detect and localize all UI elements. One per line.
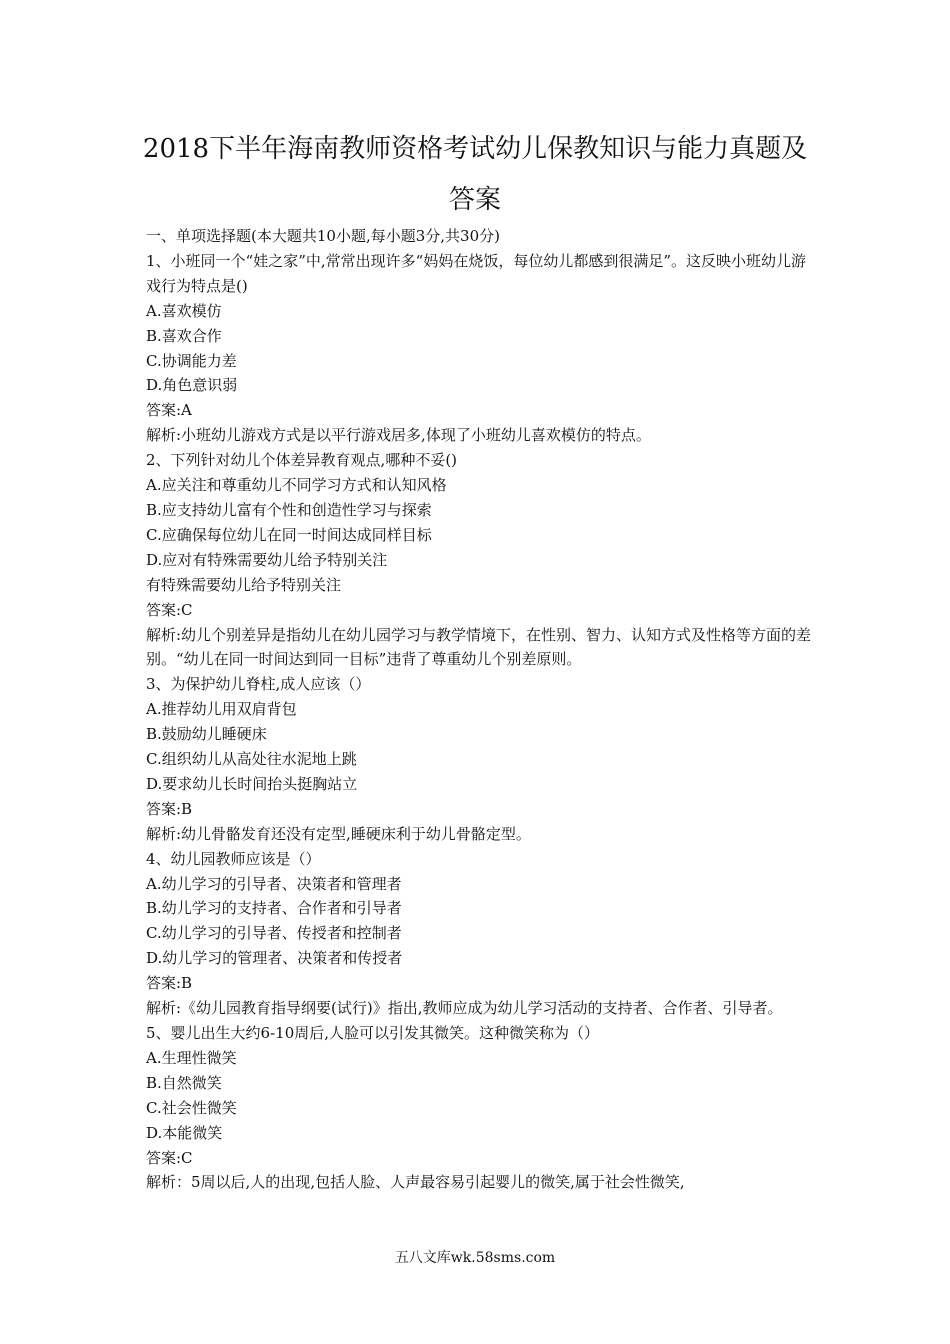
option: A.应关注和尊重幼儿不同学习方式和认知风格	[146, 476, 447, 495]
option: D.幼儿学习的管理者、决策者和传授者	[146, 949, 403, 968]
document-title-line1: 2018下半年海南教师资格考试幼儿保教知识与能力真题及	[142, 134, 808, 164]
answer: 答案:C	[146, 600, 193, 619]
analysis: 解析:小班幼儿游戏方式是以平行游戏居多,体现了小班幼儿喜欢模仿的特点。	[146, 426, 651, 445]
option: B.自然微笑	[146, 1073, 222, 1092]
option: C.协调能力差	[146, 351, 237, 370]
option: D.要求幼儿长时间抬头挺胸站立	[146, 774, 358, 793]
analysis: 解析：5周以后,人的出现,包括人脸、人声最容易引起婴儿的微笑,属于社会性微笑,	[146, 1173, 685, 1192]
document-title-line2: 答案	[448, 185, 501, 215]
question-stem: 5、婴儿出生大约6-10周后,人脸可以引发其微笑。这种微笑称为（）	[146, 1024, 600, 1042]
question-stem: 1、小班同一个“娃之家”中,常常出现许多“妈妈在烧饭，每位幼儿都感到很满足”。这反映小班幼儿游戏行为特点是()	[146, 251, 806, 295]
option: A.推荐幼儿用双肩背包	[146, 700, 297, 719]
option: C.应确保每位幼儿在同一时间达成同样目标	[146, 525, 432, 544]
option: A.生理性微笑	[146, 1048, 237, 1067]
question-stem: 3、为保护幼儿脊柱,成人应该（）	[146, 675, 371, 694]
answer: 答案:A	[146, 401, 192, 420]
option: D.应对有特殊需要幼儿给予特别关注	[146, 550, 388, 569]
option: D.角色意识弱	[146, 376, 238, 395]
page-footer: 五八文库wk.58sms.com	[394, 1250, 556, 1266]
option: A.喜欢模仿	[146, 301, 222, 320]
option: B.喜欢合作	[146, 326, 222, 345]
document-body	[146, 224, 816, 1195]
option: D.本能微笑	[146, 1123, 223, 1142]
option: C.社会性微笑	[146, 1098, 237, 1117]
option: B.应支持幼儿富有个性和创造性学习与探索	[146, 500, 432, 519]
option: B.鼓励幼儿睡硬床	[146, 725, 267, 744]
question-stem: 4、幼儿园教师应该是（）	[146, 849, 321, 868]
answer: 答案:B	[146, 974, 193, 993]
answer: 答案:B	[146, 799, 193, 818]
option: A.幼儿学习的引导者、决策者和管理者	[146, 874, 402, 893]
answer: 答案:C	[146, 1148, 193, 1167]
analysis: 解析:《幼儿园教育指导纲要(试行)》指出,教师应成为幼儿学习活动的支持者、合作者、引导者。	[146, 999, 783, 1018]
question-stem: 2、下列针对幼儿个体差异教育观点,哪种不妥()	[146, 451, 458, 470]
option: C.幼儿学习的引导者、传授者和控制者	[146, 924, 402, 943]
option: B.幼儿学习的支持者、合作者和引导者	[146, 899, 402, 918]
analysis: 解析:幼儿骨骼发育还没有定型,睡硬床利于幼儿骨骼定型。	[146, 824, 531, 843]
option: C.组织幼儿从高处往水泥地上跳	[146, 750, 357, 769]
analysis: 解析:幼儿个别差异是指幼儿在幼儿园学习与教学情境下，在性别、智力、认知方式及性格等方面的差别。“幼儿在同一时间达到同一目标”违背了尊重幼儿个别差原则。	[146, 625, 812, 669]
extra-line: 有特殊需要幼儿给予特别关注	[146, 575, 342, 594]
section-heading: 一、单项选择题(本大题共10小题,每小题3分,共30分)	[146, 227, 500, 245]
